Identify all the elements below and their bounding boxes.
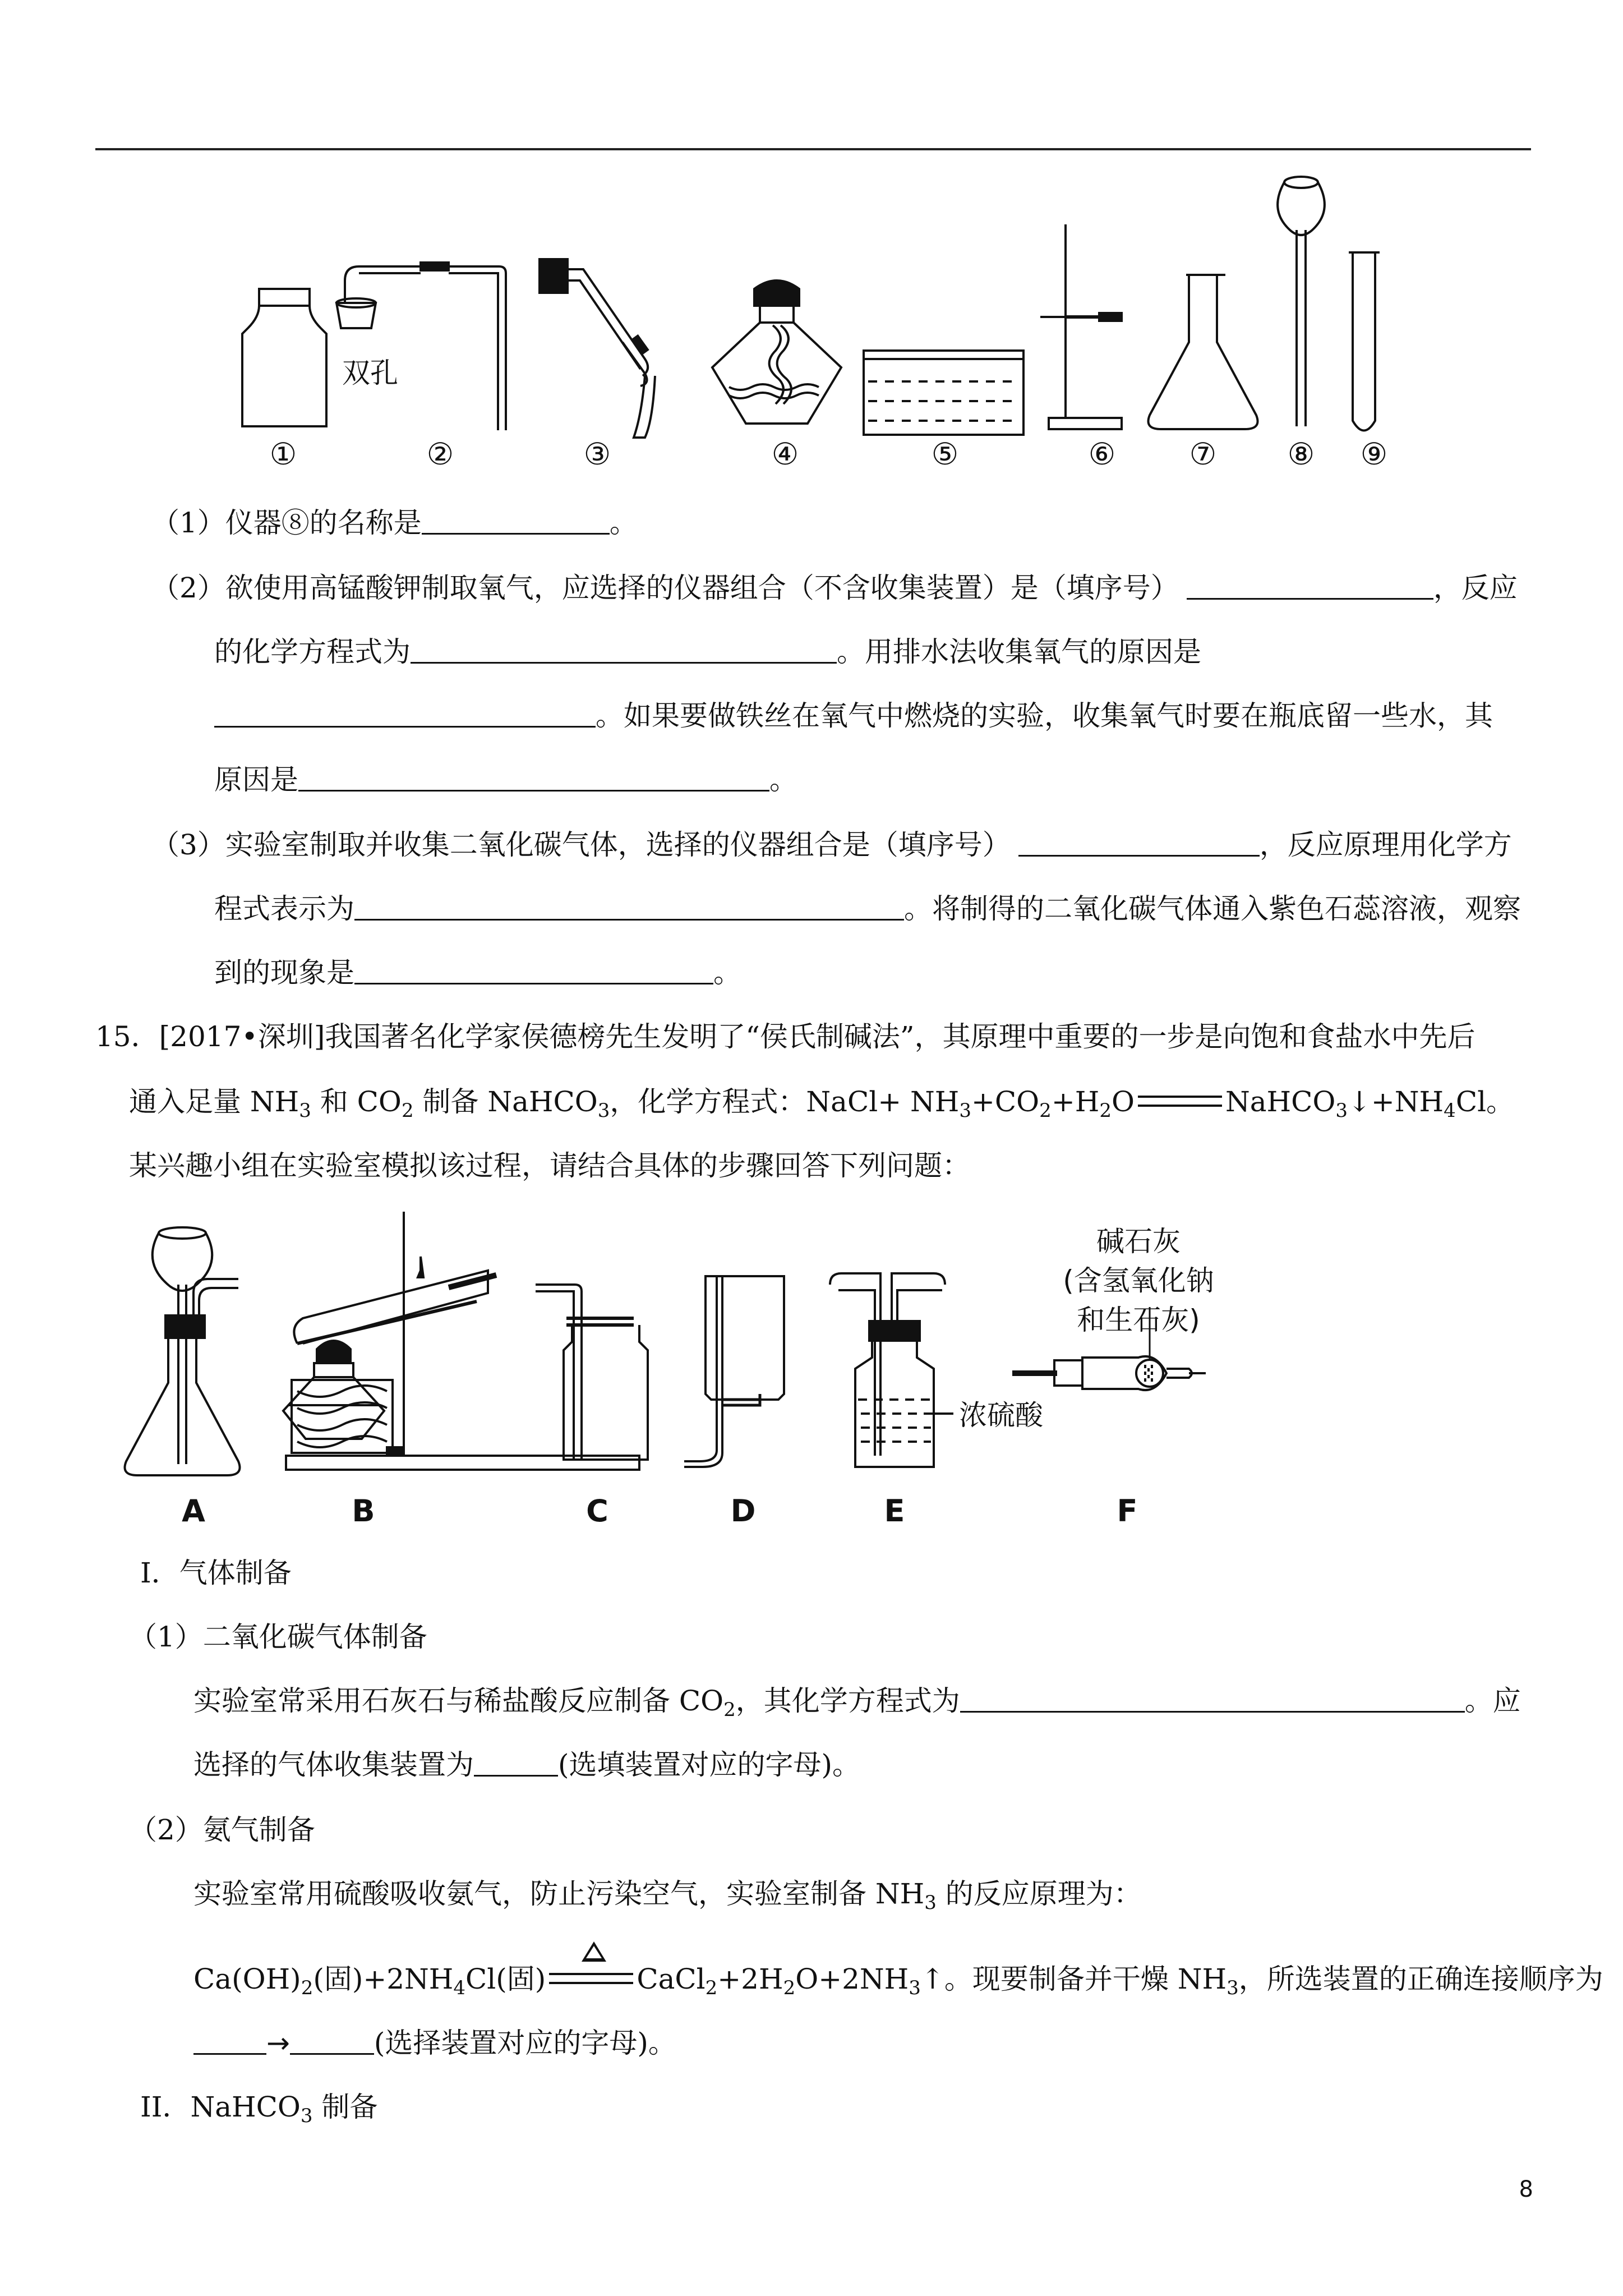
apparatus-e [830, 1273, 953, 1467]
apparatus-d [684, 1276, 784, 1467]
q15-l2-e: +CO [971, 1085, 1040, 1118]
s2-sub: 3 [300, 2105, 313, 2127]
answer-blank[interactable] [290, 2028, 374, 2055]
eq2-sub: 3 [909, 1977, 921, 1999]
q15-l2-d: ，化学方程式：NaCl+ NH [610, 1085, 960, 1118]
s11-l2-text-b: (选填装置对应的字母)。 [558, 1749, 861, 1781]
arrow: → [266, 2027, 290, 2059]
fig2-label-c: C [586, 1493, 608, 1529]
section-1-2-title: （2）氨气制备 [129, 1814, 315, 1846]
eq2-g: ↑。现要制备并干燥 NH [920, 1963, 1227, 1995]
fig1-label-4: ④ [771, 436, 799, 472]
section-1-2-equation [193, 1962, 1603, 2005]
s11-text-c: 。应 [1464, 1685, 1521, 1717]
s2-text: II．NaHCO [140, 2091, 301, 2123]
eq2-c: Cl(固) [465, 1963, 546, 1995]
q14-part3-l3-text: 到的现象是 [214, 956, 354, 989]
fig1-label-2: ② [426, 436, 454, 472]
fig1-label-7: ⑦ [1189, 436, 1217, 472]
soda-lime-label: (含氢氧化钠 [1063, 1264, 1214, 1297]
page-number: 8 [1519, 2177, 1533, 2202]
section-1-1-line2 [193, 1748, 860, 1782]
s12-text-b: 的反应原理为： [936, 1878, 1142, 1910]
q15-l2-b: 和 CO [311, 1085, 402, 1118]
eq2-sub: 2 [783, 1977, 796, 1999]
s12-l3-text: (选择装置对应的字母)。 [374, 2027, 676, 2059]
fig2-label-d: D [730, 1493, 756, 1529]
q14-part2-l2-text: 的化学方程式为 [214, 636, 411, 668]
section-2-title [140, 2090, 377, 2133]
eq2-a: Ca(OH) [193, 1963, 301, 1995]
section-1-2-line1 [193, 1877, 1142, 1920]
s11-text: 实验室常采用石灰石与稀盐酸反应制备 CO [193, 1685, 724, 1717]
answer-blank[interactable] [960, 1686, 1465, 1713]
answer-blank[interactable] [193, 2028, 266, 2055]
eq2-d: CaCl [637, 1963, 706, 1995]
eq2-e: +2H [717, 1963, 783, 1995]
answer-blank[interactable] [474, 1750, 558, 1777]
fig1-label-5: ⑤ [931, 436, 959, 472]
q14-part2-l2-text-b: 。用排水法收集氧气的原因是 [837, 636, 1201, 668]
soda-lime-label: 和生石灰) [1077, 1304, 1200, 1336]
q14-part2-l3-text: 。如果要做铁丝在氧气中燃烧的实验，收集氧气时要在瓶底留一些水，其 [596, 700, 1493, 732]
q14-part2-text-b: ，反应 [1433, 572, 1518, 604]
q14-part3-text-b: ，反应原理用化学方 [1259, 829, 1512, 861]
apparatus-b [283, 1212, 639, 1470]
q15-l2-sub: 2 [1099, 1099, 1112, 1122]
section-1-2-line3 [193, 2026, 676, 2060]
q15-l2-sub: 2 [401, 1099, 414, 1122]
fig1-label-1: ① [269, 436, 297, 472]
eq2-h: ，所选装置的正确连接顺序为 [1238, 1963, 1603, 1995]
stopper-note: 双孔 [342, 357, 398, 389]
eq2-sub: 4 [453, 1977, 466, 1999]
soda-lime-label: 碱石灰 [1096, 1225, 1181, 1258]
q14-part3-l3-end: 。 [713, 956, 741, 989]
section-1-1-title: （1）二氧化碳气体制备 [129, 1621, 427, 1653]
q15-l2-g: O [1111, 1085, 1135, 1118]
section-1-1-line1 [193, 1684, 1521, 1727]
fig1-label-3: ③ [583, 436, 611, 472]
s2-text-b: 制备 [312, 2091, 378, 2123]
q15-line1: 15．[2017•深圳]我国著名化学家侯德榜先生发明了“侯氏制碱法”，其原理中重要的一步是向饱和食盐水中先后 [95, 1020, 1476, 1053]
apparatus-a [125, 1227, 240, 1475]
q15-l2-j: Cl。 [1455, 1085, 1515, 1118]
s12-text: 实验室常用硫酸吸收氨气，防止污染空气，实验室制备 NH [193, 1878, 925, 1910]
q14-part1-end: 。 [609, 507, 638, 539]
q15-l2-h: NaHCO [1225, 1085, 1336, 1118]
s11-text-b: ，其化学方程式为 [735, 1685, 960, 1717]
q14-part1-text: （1）仪器⑧的名称是 [151, 507, 422, 539]
s12-sub: 3 [924, 1892, 937, 1914]
section-1-title: I．气体制备 [140, 1557, 292, 1589]
fig2-label-f: F [1117, 1493, 1138, 1529]
q15-l2-sub: 3 [597, 1099, 610, 1122]
q15-l2-sub: 3 [959, 1099, 972, 1122]
fig1-label-6: ⑥ [1088, 436, 1116, 472]
fig1-label-9: ⑨ [1360, 436, 1388, 472]
q14-part2-text: （2）欲使用高锰酸钾制取氧气，应选择的仪器组合（不含收集装置）是（填序号） [151, 572, 1179, 604]
conc-acid-label: 浓硫酸 [959, 1399, 1043, 1432]
q15-l2-i: ↓+NH [1348, 1085, 1444, 1118]
fig2-label-a: A [182, 1493, 205, 1529]
q15-line3: 某兴趣小组在实验室模拟该过程，请结合具体的步骤回答下列问题： [129, 1149, 970, 1182]
fig2-label-b: B [352, 1493, 375, 1529]
apparatus-c [536, 1285, 648, 1460]
q15-l2-f: +H [1051, 1085, 1100, 1118]
heat-equals-sign [549, 1973, 633, 1984]
q15-l2-a: 通入足量 NH [129, 1085, 299, 1118]
q15-l2-sub: 4 [1444, 1099, 1456, 1122]
q14-part2-l4-text: 原因是 [214, 763, 298, 796]
q15-l2-sub: 3 [299, 1099, 311, 1122]
s11-sub: 2 [723, 1699, 736, 1721]
fig2-label-e: E [884, 1493, 905, 1529]
s11-l2-text: 选择的气体收集装置为 [193, 1749, 474, 1781]
q14-part3-text: （3）实验室制取并收集二氧化碳气体，选择的仪器组合是（填序号） [151, 829, 1011, 861]
eq2-sub: 2 [301, 1977, 313, 1999]
eq2-sub: 3 [1227, 1977, 1239, 1999]
q15-l2-sub: 2 [1039, 1099, 1052, 1122]
q14-part3-l2-text-b: 。将制得的二氧化碳气体通入紫色石蕊溶液，观察 [904, 892, 1521, 925]
heat-triangle-icon [582, 1941, 606, 1962]
eq2-f: O+2NH [795, 1963, 909, 1995]
eq2-b: (固)+2NH [313, 1963, 454, 1995]
q14-part2-l4-end: 。 [769, 763, 797, 796]
q14-part3-l2-text: 程式表示为 [214, 892, 354, 925]
eq2-sub: 2 [705, 1977, 718, 1999]
q15-l2-sub: 3 [1335, 1099, 1348, 1122]
q15-l2-c: 制备 NaHCO [413, 1085, 598, 1118]
fig1-label-8: ⑧ [1287, 436, 1315, 472]
